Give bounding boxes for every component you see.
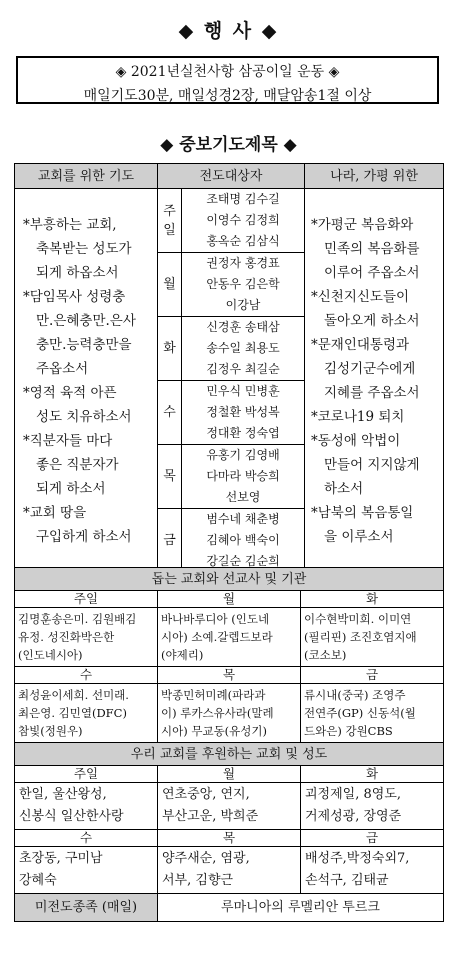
cell-line: 유정. 성진화박은한 (18, 630, 115, 644)
missions-cell (15, 684, 158, 743)
list-item: *영적 육적 아픈 (23, 384, 117, 401)
day-label: 주일 (158, 189, 182, 253)
name-line: 유홍기 김영배 (206, 448, 280, 462)
day-label: 주일 (15, 766, 158, 783)
list-item: 충만.능력충만을 (36, 336, 132, 353)
day-label: 금 (158, 509, 182, 573)
cell-line: 최은영. 김민열(DFC) (18, 706, 127, 720)
name-line: 정대환 정숙엽 (206, 426, 280, 440)
list-item: 좋은 직분자가 (36, 456, 119, 473)
day-label: 월 (158, 253, 182, 317)
list-item: 되게 하소서 (36, 480, 106, 497)
day-label: 목 (158, 667, 301, 684)
list-item: 이루어 주옵소서 (324, 264, 420, 281)
evangelism-names (182, 445, 305, 509)
name-line: 이강남 (225, 298, 261, 312)
supporters-cell (15, 847, 158, 894)
name-line: 범수네 채춘병 (206, 512, 280, 526)
missions-title: 돕는 교회와 선교사 및 기관 (15, 568, 444, 591)
day-label: 목 (158, 445, 182, 509)
missions-cell (15, 608, 158, 667)
cell-line: 연초중앙, 연지, (162, 787, 250, 802)
name-line: 홍옥순 김삼식 (206, 234, 280, 248)
missions-cell (301, 684, 444, 743)
missions-table (14, 567, 444, 922)
day-label: 목 (158, 830, 301, 847)
cell-line: (필리핀) 조진호염지애 (304, 630, 417, 644)
name-line: 신경훈 송태삼 (206, 320, 280, 334)
day-label: 화 (301, 591, 444, 608)
cell-line: 이) 루카스유사라(말레 (161, 706, 274, 720)
cell-line: 강혜숙 (19, 873, 57, 888)
day-label: 화 (158, 317, 182, 381)
day-label: 금 (301, 830, 444, 847)
evangelism-names (182, 317, 305, 381)
page-title: ◆ 행 사 ◆ (178, 20, 279, 42)
name-line: 다마라 박승희 (206, 469, 280, 483)
cell-line: (인도네시아) (18, 648, 83, 662)
cell-line: 드와은) 강원CBS (304, 724, 393, 738)
day-label: 주일 (15, 591, 158, 608)
name-line: 선보영 (225, 490, 261, 504)
list-item: *부흥하는 교회, (23, 216, 117, 233)
missions-cell (158, 608, 301, 667)
list-item: 구입하게 하소서 (36, 528, 132, 545)
name-line: 송수일 최용도 (206, 341, 280, 355)
list-item: 김성기군수에게 (324, 360, 416, 377)
day-label: 월 (158, 766, 301, 783)
list-item: 하소서 (324, 480, 364, 497)
event-details: 매일기도30분, 매일성경2장, 매달암송1절 이상 (83, 88, 372, 104)
list-item: *가평군 복음화와 (311, 216, 414, 233)
list-item: 되게 하옵소서 (36, 264, 119, 281)
list-item: *문재인대통령과 (311, 336, 410, 353)
name-line: 정철환 박성복 (206, 405, 280, 419)
supporters-cell (301, 783, 444, 830)
name-line: 민우식 민병훈 (206, 384, 280, 398)
nation-prayer-list (305, 189, 444, 573)
cell-line: 괴정제일, 8영도, (305, 787, 402, 802)
list-item: *남북의 복음통일 (311, 504, 414, 521)
event-motto: ◈ 2021년실천사항 삼공이일 운동 ◈ (115, 64, 340, 80)
list-item: *담임목사 성령충 (23, 288, 126, 305)
list-item: 민족의 복음화를 (324, 240, 420, 257)
supporters-title: 우리 교회를 후원하는 교회 및 성도 (15, 743, 444, 766)
name-line: 안동우 김은학 (206, 277, 280, 291)
evangelism-names (182, 509, 305, 573)
cell-line: 전연주(GP) 신동석(월 (304, 706, 416, 720)
prayer-section-title: ◆ 중보기도제목 ◆ (160, 135, 297, 155)
day-label: 화 (301, 766, 444, 783)
list-item: 주옵소서 (36, 360, 89, 377)
list-item: 을 이루소서 (324, 528, 394, 545)
supporters-cell (301, 847, 444, 894)
header-church: 교회를 위한 기도 (15, 164, 158, 189)
list-item: 만.은혜충만.은사 (36, 312, 136, 329)
name-line: 조태명 김수길 (206, 192, 280, 206)
name-line: 김혜아 백숙이 (206, 533, 280, 547)
prayer-table (14, 163, 444, 573)
cell-line: 바나바루디아 (인도네 (161, 612, 270, 626)
cell-line: 서부, 김향근 (162, 873, 234, 888)
event-box (16, 56, 439, 104)
cell-line: 거제성광, 장영준 (305, 809, 402, 824)
cell-line: 부산고운, 박희준 (162, 809, 259, 824)
list-item: 돌아오게 하소서 (324, 312, 420, 329)
cell-line: 김명훈송은미. 김원배김 (18, 612, 137, 626)
day-label: 수 (15, 667, 158, 684)
cell-line: 양주새순, 염광, (162, 851, 250, 866)
day-label: 금 (301, 667, 444, 684)
cell-line: (코소보) (304, 648, 347, 662)
cell-line: 초장동, 구미남 (19, 851, 103, 866)
cell-line: 손석구, 김태균 (305, 873, 389, 888)
cell-line: 박종민허미례(파라과 (161, 688, 266, 702)
list-item: *교회 땅을 (23, 504, 87, 521)
day-label: 월 (158, 591, 301, 608)
list-item: *신천지신도들이 (311, 288, 410, 305)
evangelism-names (182, 189, 305, 253)
header-evangelism: 전도대상자 (158, 164, 305, 189)
missions-cell (301, 608, 444, 667)
list-item: 만들어 지지않게 (324, 456, 420, 473)
header-nation: 나라, 가평 위한 (305, 164, 444, 189)
name-line: 김정우 최길순 (206, 362, 280, 376)
cell-line: 최성윤이세희. 선미래. (18, 688, 129, 702)
missions-cell (158, 684, 301, 743)
cell-line: 참빛(정원우) (18, 724, 83, 738)
list-item: 축복받는 성도가 (36, 240, 132, 257)
day-label: 수 (158, 381, 182, 445)
evangelism-names (182, 253, 305, 317)
supporters-cell (158, 847, 301, 894)
unreached-value: 루마니아의 루멜리안 투르크 (158, 894, 444, 922)
church-prayer-list (15, 189, 158, 573)
supporters-cell (158, 783, 301, 830)
cell-line: 류시내(중국) 조영주 (304, 688, 406, 702)
list-item: *동성애 악법이 (311, 432, 401, 449)
name-line: 권정자 홍경표 (206, 256, 280, 270)
list-item: *직분자들 마다 (23, 432, 113, 449)
cell-line: 시아) 무교동(유성기) (161, 724, 267, 738)
unreached-label: 미전도종족 (매일) (15, 894, 158, 922)
cell-line: 이수현박미희. 이미연 (304, 612, 412, 626)
evangelism-names (182, 381, 305, 445)
cell-line: 배성주,박정숙외7, (305, 851, 410, 866)
supporters-cell (15, 783, 158, 830)
list-item: *코로나19 퇴치 (311, 408, 405, 425)
name-line: 이영수 김정희 (206, 213, 280, 227)
day-label: 수 (15, 830, 158, 847)
cell-line: 신봉식 일산한사랑 (19, 809, 124, 824)
cell-line: 시아) 소예.갈렙드보라 (161, 630, 273, 644)
cell-line: 한일, 울산왕성, (19, 787, 107, 802)
name-line: 강길순 김순희 (206, 554, 280, 568)
list-item: 성도 치유하소서 (36, 408, 132, 425)
cell-line: (야제리) (161, 648, 204, 662)
list-item: 지혜를 주옵소서 (324, 384, 420, 401)
